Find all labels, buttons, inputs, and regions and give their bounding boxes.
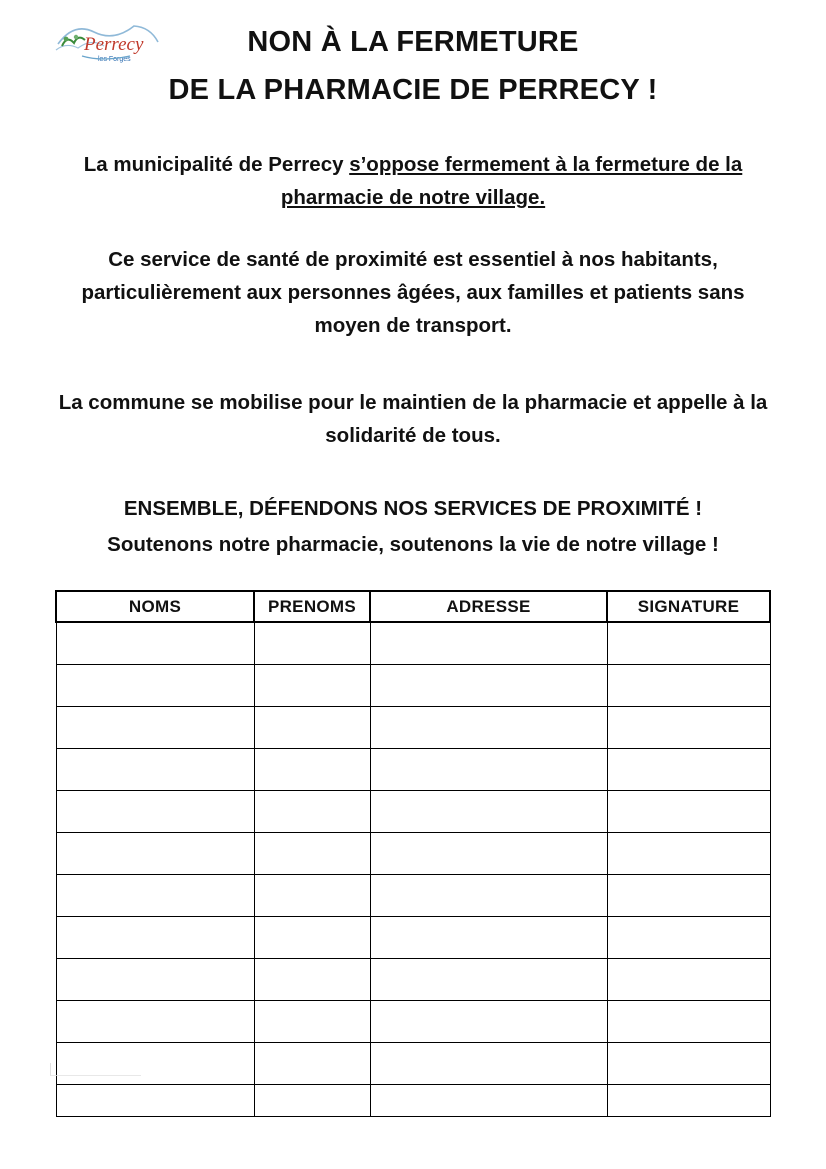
column-header-adresse: ADRESSE	[370, 591, 607, 622]
empty-cell-prenoms	[254, 833, 370, 875]
empty-cell-prenoms	[254, 1043, 370, 1085]
empty-cell-adresse	[370, 959, 607, 1001]
intro-paragraph	[55, 148, 771, 214]
table-row	[56, 959, 770, 1001]
empty-cell-adresse	[370, 917, 607, 959]
empty-cell-prenoms	[254, 791, 370, 833]
table-row	[56, 917, 770, 959]
table-row	[56, 622, 770, 665]
empty-cell-signature	[607, 707, 770, 749]
table-row	[56, 1085, 770, 1117]
empty-cell-adresse	[370, 875, 607, 917]
village-landscape-icon	[52, 12, 164, 68]
empty-cell-signature	[607, 917, 770, 959]
signature-table	[55, 590, 771, 1117]
commune-paragraph: La commune se mobilise pour le maintien de la pharmacie et appelle à la solidarité de tous.	[58, 391, 768, 447]
logo-script-text: Perrecy	[84, 34, 144, 55]
empty-cell-signature	[607, 959, 770, 1001]
empty-cell-adresse	[370, 1085, 607, 1117]
empty-cell-signature	[607, 1001, 770, 1043]
empty-cell-noms	[56, 959, 254, 1001]
column-header-noms: NOMS	[56, 591, 254, 622]
empty-cell-adresse	[370, 1001, 607, 1043]
empty-cell-noms	[56, 791, 254, 833]
empty-cell-prenoms	[254, 1085, 370, 1117]
empty-cell-noms	[56, 917, 254, 959]
empty-cell-signature	[607, 1085, 770, 1117]
empty-cell-signature	[607, 749, 770, 791]
slogans-block	[55, 492, 771, 561]
empty-cell-adresse	[370, 791, 607, 833]
table-row	[56, 1001, 770, 1043]
title-line-1: NON À LA FERMETURE	[247, 26, 579, 58]
empty-cell-prenoms	[254, 917, 370, 959]
empty-cell-signature	[607, 833, 770, 875]
table-row	[56, 791, 770, 833]
intro-normal-text: La municipalité de Perrecy	[83, 153, 350, 176]
table-row	[56, 1043, 770, 1085]
empty-cell-signature	[607, 622, 770, 665]
table-row	[56, 749, 770, 791]
logo-sub-text: les Forges	[98, 56, 131, 63]
slogan-line-2: Soutenons notre pharmacie, soutenons la vie de notre village !	[107, 533, 719, 556]
slogan-line-1: ENSEMBLE, DÉFENDONS NOS SERVICES DE PROXIMITÉ !	[123, 497, 703, 520]
table-row	[56, 665, 770, 707]
page-scan-artifact	[50, 1063, 141, 1076]
service-paragraph: Ce service de santé de proximité est essentiel à nos habitants, particulièrement aux personnes âgées, aux familles et patients sans moyen de transport.	[81, 248, 745, 337]
empty-cell-noms	[56, 1001, 254, 1043]
empty-cell-noms	[56, 1085, 254, 1117]
empty-cell-prenoms	[254, 707, 370, 749]
empty-cell-adresse	[370, 665, 607, 707]
title-line-2: DE LA PHARMACIE DE PERRECY !	[168, 74, 658, 106]
table-row	[56, 707, 770, 749]
empty-cell-adresse	[370, 622, 607, 665]
table-row	[56, 833, 770, 875]
table-row	[56, 875, 770, 917]
empty-cell-adresse	[370, 707, 607, 749]
empty-cell-prenoms	[254, 959, 370, 1001]
empty-cell-signature	[607, 875, 770, 917]
empty-cell-adresse	[370, 749, 607, 791]
empty-cell-signature	[607, 791, 770, 833]
perrecy-village-logo	[52, 12, 164, 68]
empty-cell-prenoms	[254, 622, 370, 665]
table-header-row	[56, 591, 770, 622]
intro-underlined-text: s’oppose fermement à la fermeture de la pharmacie de notre village.	[280, 153, 743, 209]
empty-cell-prenoms	[254, 1001, 370, 1043]
empty-cell-noms	[56, 833, 254, 875]
empty-cell-signature	[607, 665, 770, 707]
empty-cell-noms	[56, 749, 254, 791]
empty-cell-prenoms	[254, 749, 370, 791]
empty-cell-adresse	[370, 1043, 607, 1085]
empty-cell-noms	[56, 665, 254, 707]
empty-cell-noms	[56, 707, 254, 749]
signature-table-body	[56, 622, 770, 1117]
empty-cell-noms	[56, 622, 254, 665]
empty-cell-adresse	[370, 833, 607, 875]
empty-cell-noms	[56, 875, 254, 917]
column-header-signature: SIGNATURE	[607, 591, 770, 622]
column-header-prenoms: PRENOMS	[254, 591, 370, 622]
document-body	[55, 148, 771, 561]
empty-cell-signature	[607, 1043, 770, 1085]
empty-cell-prenoms	[254, 665, 370, 707]
empty-cell-prenoms	[254, 875, 370, 917]
